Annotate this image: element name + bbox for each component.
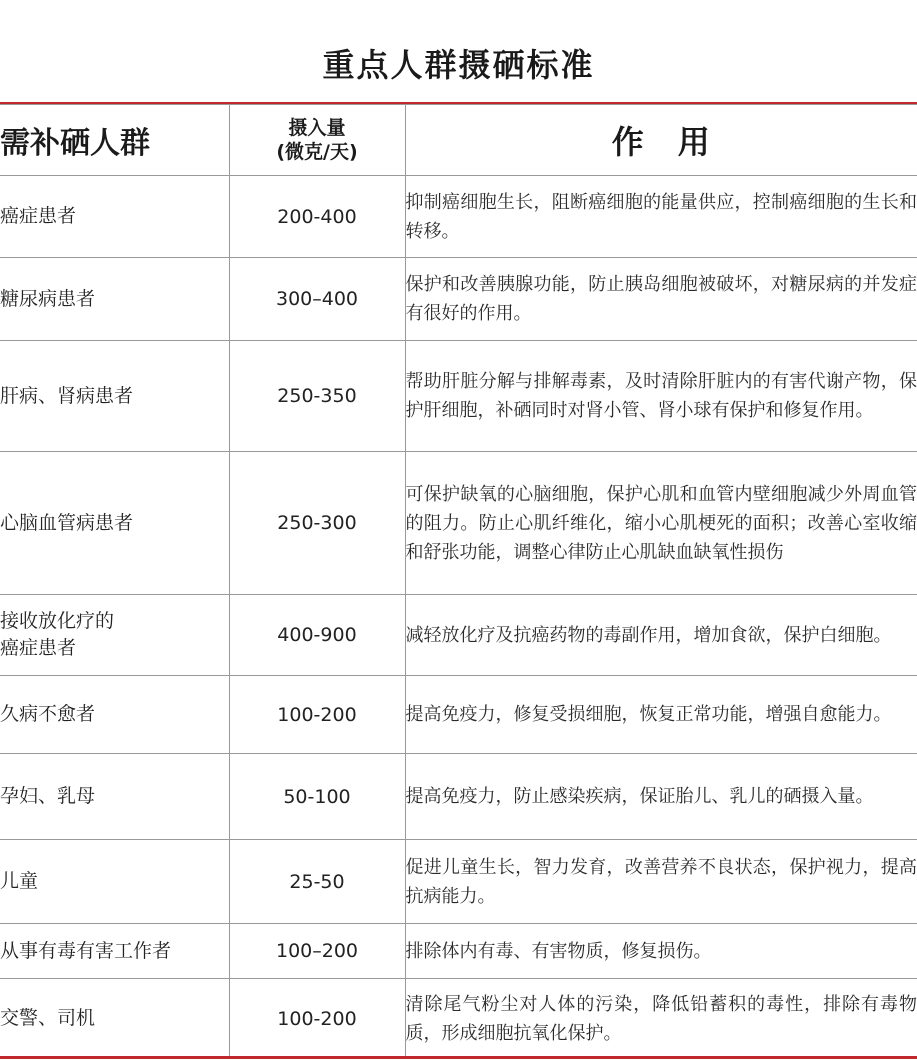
table-row [0, 176, 917, 258]
table-row [0, 676, 917, 754]
group-cell [0, 924, 229, 979]
group-name-line2: 癌症患者 [0, 637, 77, 659]
table-row [0, 840, 917, 924]
table-row [0, 754, 917, 840]
effect-cell: 提高免疫力，防止感染疾病，保证胎儿、乳儿的硒摄入量。 [405, 754, 917, 840]
header-intake-unit: (微克/天) [276, 141, 358, 163]
selenium-intake-table [0, 104, 917, 1059]
group-cell [0, 676, 229, 754]
amount-cell: 25-50 [229, 840, 405, 924]
header-group: 需补硒人群 [0, 105, 229, 176]
group-name: 从事有毒有害工作者 [0, 939, 172, 962]
amount-cell: 100–200 [229, 924, 405, 979]
group-cell [0, 176, 229, 258]
amount-cell: 100-200 [229, 676, 405, 754]
group-name: 糖尿病患者 [0, 287, 96, 310]
amount-cell: 100-200 [229, 979, 405, 1059]
group-name: 交警、司机 [0, 1007, 96, 1029]
group-cell [0, 258, 229, 341]
page-title: 重点人群摄硒标准 [322, 46, 595, 84]
bottom-divider [0, 1056, 917, 1059]
amount-cell: 250-350 [229, 341, 405, 452]
effect-cell: 清除尾气粉尘对人体的污染，降低铅蓄积的毒性，排除有毒物质，形成细胞抗氧化保护。 [405, 979, 917, 1059]
header-effect: 作 用 [405, 105, 917, 176]
table-row [0, 979, 917, 1059]
effect-cell: 帮助肝脏分解与排解毒素，及时清除肝脏内的有害代谢产物，保护肝细胞，补硒同时对肾小管、肾小球有保护和修复作用。 [405, 341, 917, 452]
amount-cell: 50-100 [229, 754, 405, 840]
amount-cell: 400-900 [229, 595, 405, 676]
effect-cell: 减轻放化疗及抗癌药物的毒副作用，增加食欲，保护白细胞。 [405, 595, 917, 676]
effect-cell: 提高免疫力，修复受损细胞，恢复正常功能，增强自愈能力。 [405, 676, 917, 754]
table-header-row [0, 105, 917, 176]
group-name: 孕妇、乳母 [0, 785, 96, 807]
table-row [0, 341, 917, 452]
group-cell [0, 979, 229, 1059]
effect-cell: 可保护缺氧的心脑细胞，保护心肌和血管内壁细胞减少外周血管的阻力。防止心肌纤维化，缩小心肌梗死的面积；改善心室收缩和舒张功能，调整心律防止心肌缺血缺氧性损伤 [405, 452, 917, 595]
group-cell [0, 341, 229, 452]
group-name: 儿童 [0, 870, 39, 892]
effect-cell: 排除体内有毒、有害物质，修复损伤。 [405, 924, 917, 979]
group-cell [0, 452, 229, 595]
group-cell [0, 595, 229, 676]
table-row [0, 595, 917, 676]
effect-cell: 保护和改善胰腺功能，防止胰岛细胞被破坏，对糖尿病的并发症有很好的作用。 [405, 258, 917, 341]
amount-cell: 300–400 [229, 258, 405, 341]
table-row [0, 258, 917, 341]
group-name: 心脑血管病患者 [0, 511, 134, 534]
group-name: 癌症患者 [0, 205, 77, 227]
amount-cell: 250-300 [229, 452, 405, 595]
effect-cell: 抑制癌细胞生长，阻断癌细胞的能量供应，控制癌细胞的生长和转移。 [405, 176, 917, 258]
group-cell [0, 840, 229, 924]
amount-cell: 200-400 [229, 176, 405, 258]
group-name: 久病不愈者 [0, 703, 96, 725]
table-row [0, 924, 917, 979]
table-row [0, 452, 917, 595]
header-intake [229, 105, 405, 176]
header-intake-label: 摄入量 [288, 117, 346, 139]
group-cell [0, 754, 229, 840]
group-name: 接收放化疗的 [0, 610, 115, 632]
effect-cell: 促进儿童生长，智力发育，改善营养不良状态，保护视力，提高抗病能力。 [405, 840, 917, 924]
group-name: 肝病、肾病患者 [0, 384, 134, 407]
